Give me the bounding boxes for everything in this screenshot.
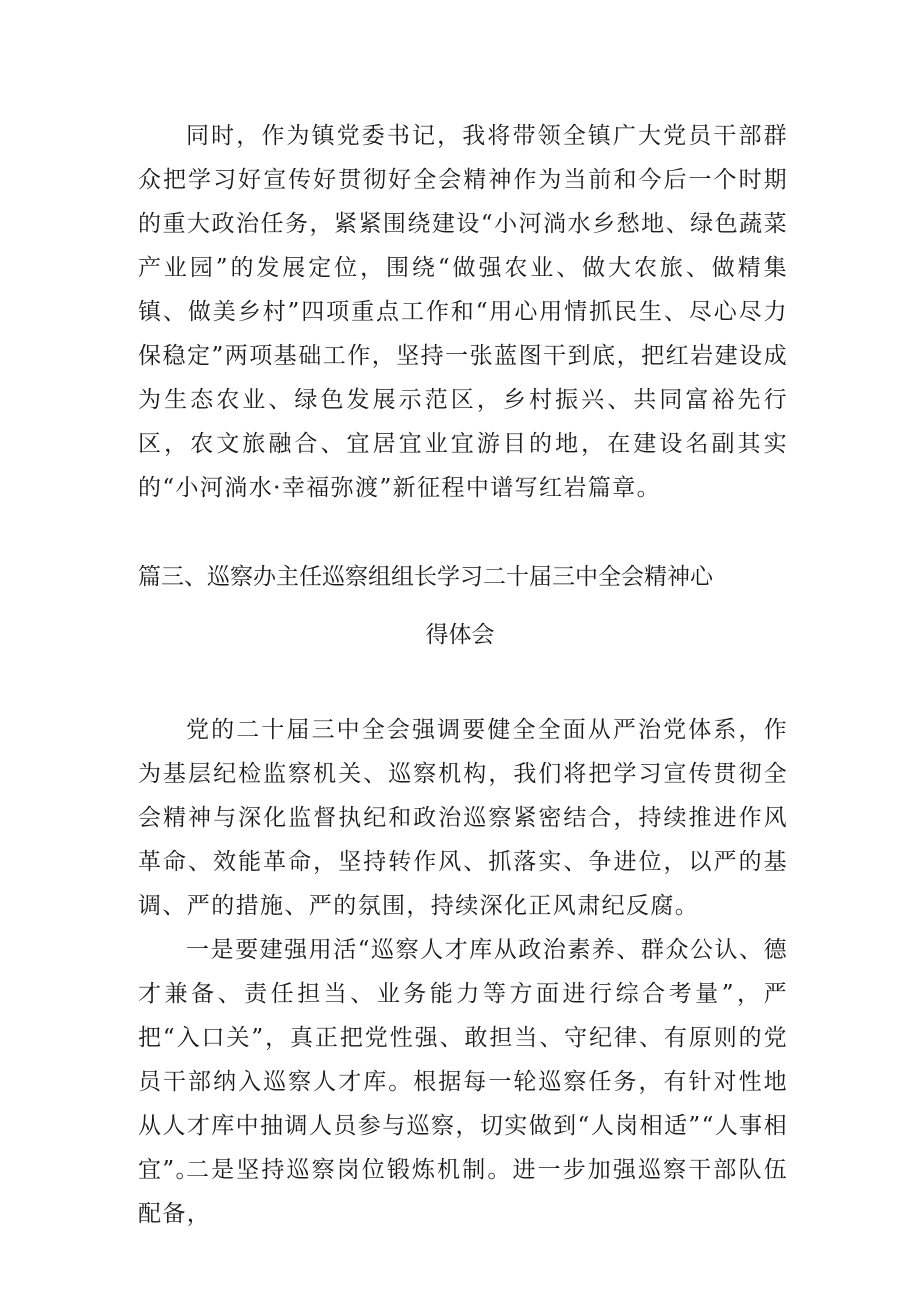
paragraph-intro: 党的二十届三中全会强调要健全全面从严治党体系，作为基层纪检监察机关、巡察机构，我们将把学习宣传贯彻全会精神与深化监督执纪和政治巡察紧密结合，持续推进作风革命、效能革命，坚持转作风、抓落实、争进位，以严的基调、严的措施、严的氛围，持续深化正风肃纪反腐。 xyxy=(138,717,788,919)
paragraph-point-two: 二是坚持巡察岗位锻炼机制。进一步加强巡察干部队伍配备， xyxy=(138,1157,788,1227)
paragraph-party-secretary: 同时，作为镇党委书记，我将带领全镇广大党员干部群众把学习好宣传好贯彻好全会精神作为当前和今后一个时期的重大政治任务，紧紧围绕建设“小河淌水乡愁地、绿色蔬菜产业园”的发展定位，围绕“做强农业、做大农旅、做精集镇、做美乡村”四项重点工作和“用心用情抓民生、尽心尽力保稳定”两项基础工作，坚持一张蓝图干到底，把红岩建设成为生态农业、绿色发展示范区，乡村振兴、共同富裕先行区，农文旅融合、宜居宜业宜游目的地，在建设名副其实的“小河淌水·幸福弥渡”新征程中谱写红岩篇章。 xyxy=(138,123,788,501)
paragraph-point-one: 一是要建强用活“巡察人才库从政治素养、群众公认、德才兼备、责任担当、业务能力等方面进行综合考量”，严把“入口关”，真正把党性强、敢担当、守纪律、有原则的党员干部纳入巡察人才库。根据每一轮巡察任务，有针对性地从人才库中抽调人员参与巡察，切实做到“人岗相适”“人事相宜”。 xyxy=(138,937,788,1183)
section-heading-line2: 得体会 xyxy=(425,622,495,648)
section-heading-line1: 篇三、巡察办主任巡察组组长学习二十届三中全会精神心 xyxy=(138,564,713,590)
